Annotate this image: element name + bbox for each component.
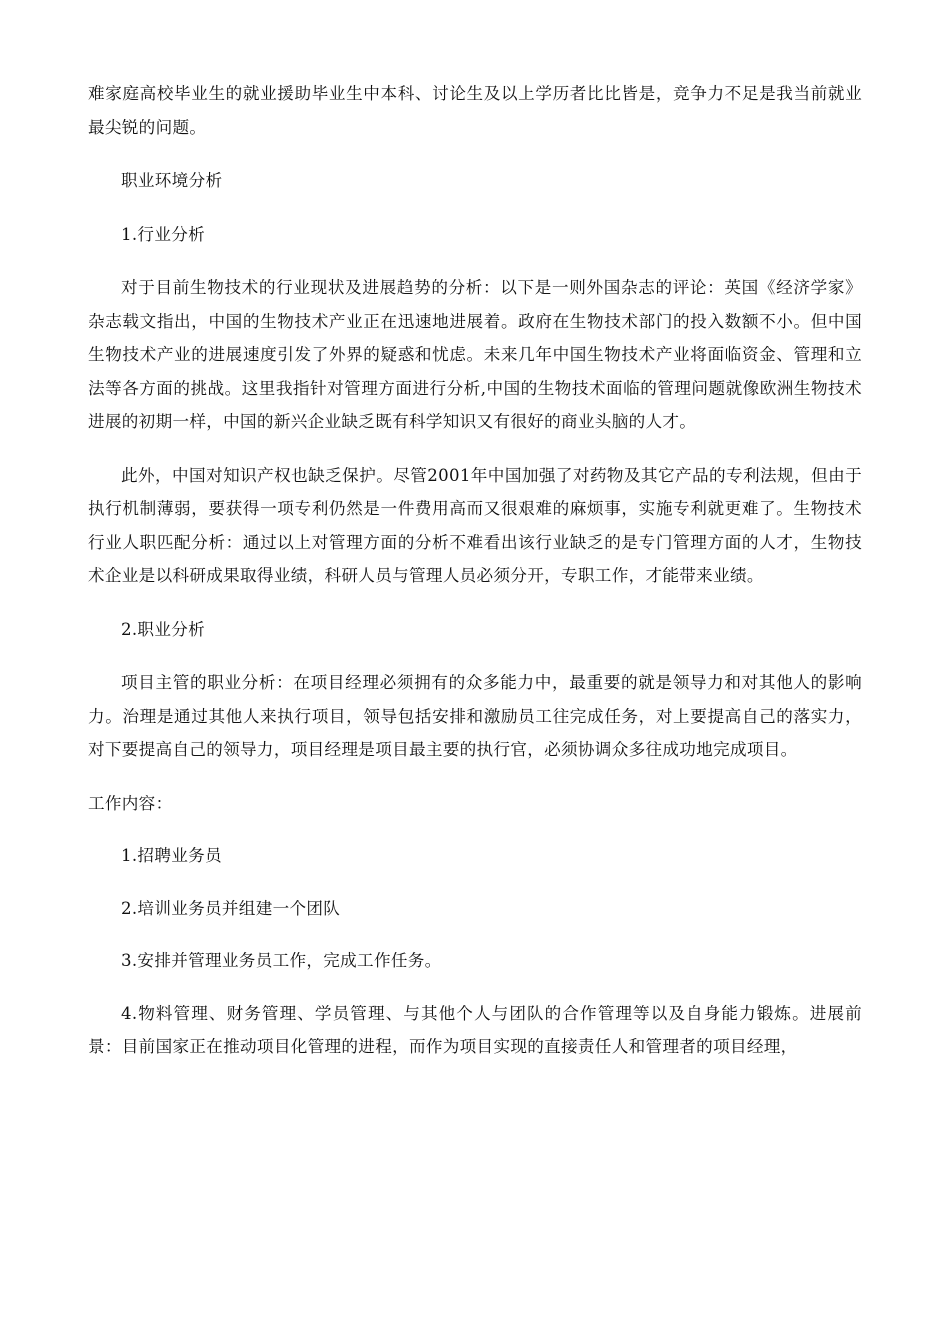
paragraph-career-analysis: 项目主管的职业分析：在项目经理必须拥有的众多能力中，最重要的就是领导力和对其他人的影响力。治理是通过其他人来执行项目，领导包括安排和激励员工往完成任务，对上要提高自己的落实力，对下要提高自己的领导力，项目经理是项目最主要的执行官，必须协调众多往成功地完成项目。 bbox=[88, 673, 862, 759]
list-item-1: 1.招聘业务员 bbox=[121, 846, 222, 865]
paragraph-ip-protection: 此外，中国对知识产权也缺乏保护。尽管2001年中国加强了对药物及其它产品的专利法规，但由于执行机制薄弱，要获得一项专利仍然是一件费用高而又很艰难的麻烦事，实施专利就更难了。生物技术行业人职匹配分析：通过以上对管理方面的分析不难看出该行业缺乏的是专门管理方面的人才，生物技术企业是以科研成果取得业绩，科研人员与管理人员必须分开，专职工作，才能带来业绩。 bbox=[88, 465, 862, 585]
heading-industry-analysis: 1.行业分析 bbox=[121, 224, 206, 244]
list-item-3: 3.安排并管理业务员工作，完成工作任务。 bbox=[121, 951, 442, 970]
heading-job-content: 工作内容： bbox=[88, 793, 173, 813]
list-item-2: 2.培训业务员并组建一个团队 bbox=[121, 898, 341, 918]
paragraph-continuation: 难家庭高校毕业生的就业援助毕业生中本科、讨论生及以上学历者比比皆是，竞争力不足是我当前就业最尖锐的问题。 bbox=[88, 84, 862, 137]
paragraph-industry-analysis: 对于目前生物技术的行业现状及进展趋势的分析：以下是一则外国杂志的评论：英国《经济学家》杂志载文指出，中国的生物技术产业正在迅速地进展着。政府在生物技术部门的投入数额不小。但中国生物技术产业的进展速度引发了外界的疑惑和忧虑。未来几年中国生物技术产业将面临资金、管理和立法等各方面的挑战。这里我指针对管理方面进行分析,中国的生物技术面临的管理问题就像欧洲生物技术进展的初期一样，中国的新兴企业缺乏既有科学知识又有很好的商业头脑的人才。 bbox=[88, 278, 862, 431]
heading-career-environment: 职业环境分析 bbox=[121, 171, 223, 190]
heading-career-analysis: 2.职业分析 bbox=[121, 619, 206, 639]
list-item-4: 4.物料管理、财务管理、学员管理、与其他个人与团队的合作管理等以及自身能力锻炼。进展前景：目前国家正在推动项目化管理的进程，而作为项目实现的直接责任人和管理者的项目经理， bbox=[88, 1003, 862, 1056]
